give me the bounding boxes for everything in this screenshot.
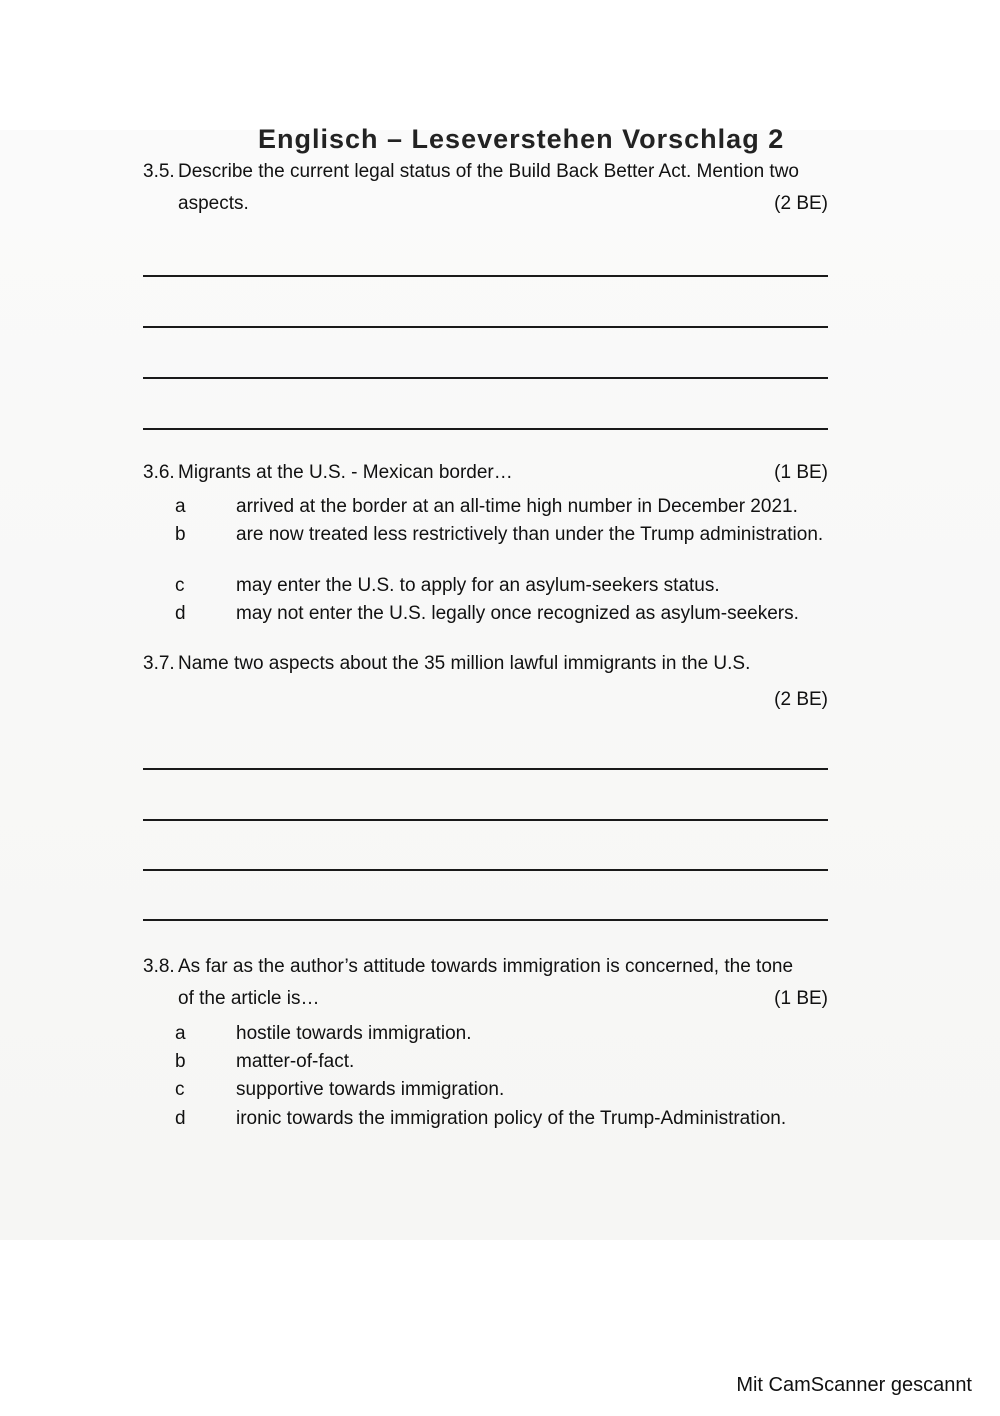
page-header-text: Englisch – Leseverstehen Vorschlag 2 — [258, 124, 785, 154]
option-text: arrived at the border at an all-time high number in December 2021. — [236, 496, 798, 517]
question-number: 3.8. — [143, 956, 175, 977]
camscanner-watermark: Mit CamScanner gescannt — [736, 1374, 972, 1396]
option-letter: a — [175, 496, 186, 517]
option-text: ironic towards the immigration policy of the Trump-Administration. — [236, 1108, 787, 1129]
option-letter: c — [175, 1079, 185, 1100]
question-text: Migrants at the U.S. - Mexican border… — [178, 462, 513, 483]
option-text: may not enter the U.S. legally once recognized as asylum-seekers. — [236, 603, 799, 624]
option-a[interactable] — [175, 1022, 830, 1046]
question-3-6 — [143, 457, 828, 489]
question-text-line2-row — [178, 188, 828, 220]
option-d[interactable] — [175, 1107, 830, 1131]
points-label: (2 BE) — [774, 689, 828, 710]
question-text-line1: Describe the current legal status of the Build Back Better Act. Mention two — [178, 161, 799, 182]
answer-line[interactable] — [143, 377, 828, 379]
question-text-line1: As far as the author’s attitude towards immigration is concerned, the tone — [178, 956, 794, 977]
option-letter: d — [175, 603, 186, 624]
answer-line[interactable] — [143, 326, 828, 328]
question-number: 3.5. — [143, 161, 175, 182]
option-letter: b — [175, 524, 186, 545]
option-text: hostile towards immigration. — [236, 1023, 472, 1044]
points-label: (1 BE) — [774, 462, 828, 483]
answer-line[interactable] — [143, 275, 828, 277]
question-3-5 — [143, 156, 828, 220]
question-3-7 — [143, 648, 828, 718]
question-text: Name two aspects about the 35 million lawful immigrants in the U.S. — [178, 653, 751, 674]
option-a[interactable] — [175, 495, 830, 519]
option-text: matter-of-fact. — [236, 1051, 355, 1072]
option-b[interactable] — [175, 523, 830, 547]
answer-line[interactable] — [143, 768, 828, 770]
option-text: are now treated less restrictively than under the Trump administration. — [236, 524, 824, 545]
question-number: 3.6. — [143, 462, 175, 483]
option-text: supportive towards immigration. — [236, 1079, 505, 1100]
question-text-line2: aspects. — [178, 193, 249, 214]
page-header-cut-off — [258, 116, 785, 154]
question-3-8 — [143, 951, 828, 1015]
answer-line[interactable] — [143, 869, 828, 871]
answer-line[interactable] — [143, 428, 828, 430]
points-label: (1 BE) — [774, 988, 828, 1009]
option-letter: c — [175, 575, 185, 596]
points-label: (2 BE) — [774, 193, 828, 214]
option-letter: a — [175, 1023, 186, 1044]
question-text-line2-row — [178, 983, 828, 1015]
option-c[interactable] — [175, 574, 830, 598]
question-text-line2: of the article is… — [178, 988, 320, 1009]
answer-line[interactable] — [143, 919, 828, 921]
option-d[interactable] — [175, 602, 830, 626]
question-number: 3.7. — [143, 653, 175, 674]
option-b[interactable] — [175, 1050, 830, 1074]
points-row — [178, 680, 828, 718]
option-letter: d — [175, 1108, 186, 1129]
answer-line[interactable] — [143, 819, 828, 821]
question-text-row — [178, 457, 828, 489]
option-text: may enter the U.S. to apply for an asylum-seekers status. — [236, 575, 720, 596]
option-c[interactable] — [175, 1078, 830, 1102]
option-letter: b — [175, 1051, 186, 1072]
